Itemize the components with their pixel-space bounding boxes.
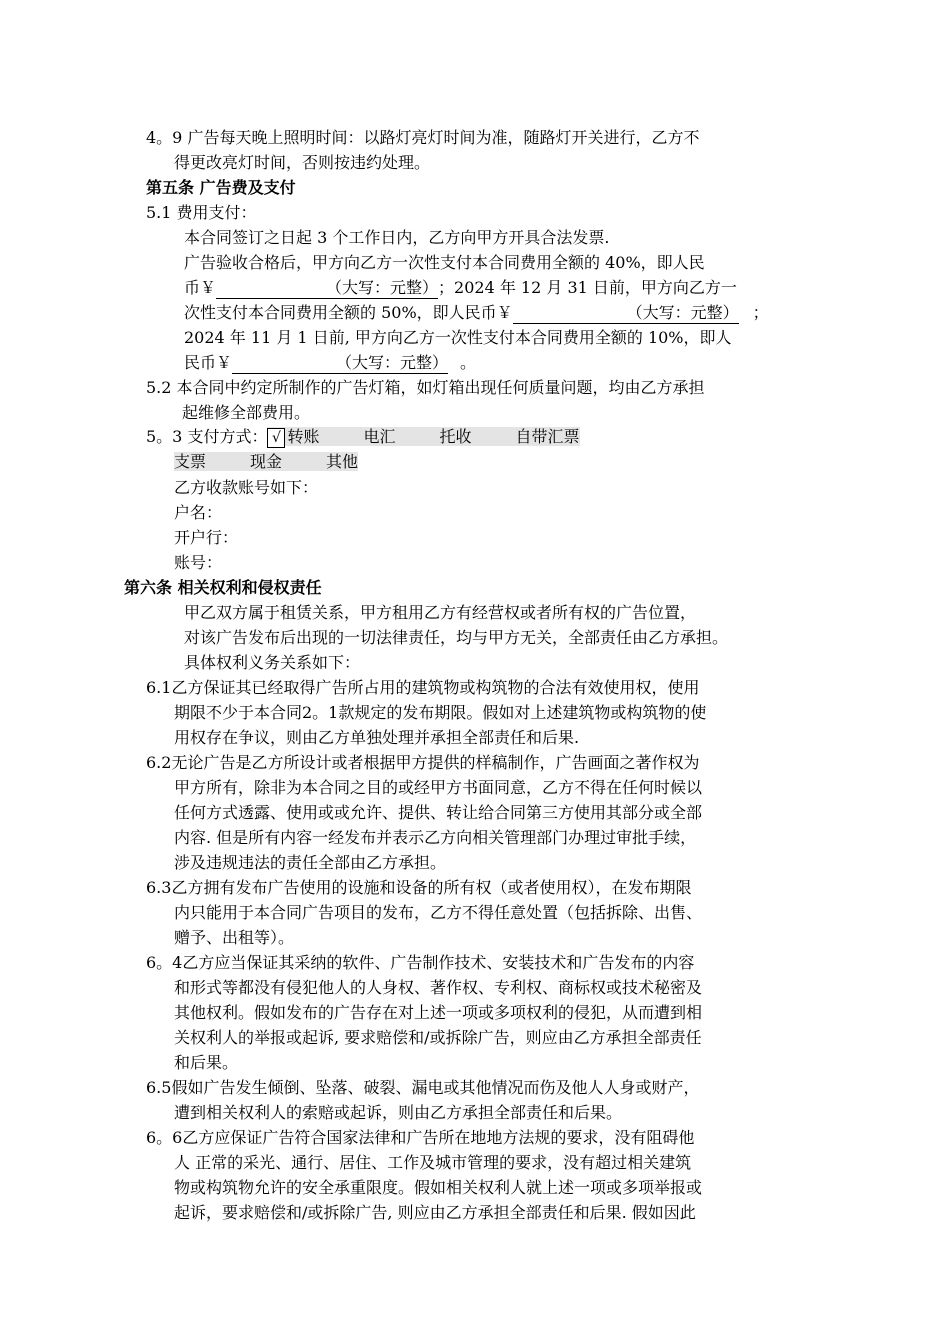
clause-6-2-line4: 内容. 但是所有内容一经发布并表示乙方向相关管理部门办理过审批手续， [174,828,697,847]
clause-6-2-line2: 甲方所有，除非为本合同之目的或经甲方书面同意，乙方不得在任何时候以 [174,778,703,797]
clause-6-4-line2: 和形式等都没有侵犯他人的人身权、著作权、专利权、商标权或技术秘密及 [174,978,703,997]
article-6-intro-line1: 甲乙双方属于租赁关系，甲方租用乙方有经营权或者所有权的广告位置， [184,603,697,622]
account-bank-field: 开户行： [174,528,239,547]
clause-4-9-line1: 4。9 广告每天晚上照明时间：以路灯亮灯时间为准，随路灯开关进行，乙方不 [146,128,700,147]
clause-5-3-row1 [146,425,580,449]
currency-prefix: 民币￥ [184,353,233,372]
clause-6-6-line2: 人 正常的采光、通行、居住、工作及城市管理的要求，没有超过相关建筑 [174,1153,692,1172]
clause-6-4-line3: 其他权利。假如发布的广告存在对上述一项或多项权利的侵犯，从而遭到相 [174,1003,703,1022]
clause-6-4-line4: 关权利人的举报或起诉, 要求赔偿和/或拆除广告，则应由乙方承担全部责任 [174,1028,702,1047]
clause-5-1-line4-head: 次性支付本合同费用全额的 50%，即人民币￥ [184,303,513,322]
payment-options-row1 [267,427,579,446]
clause-5-1-line4-tail: ； [752,303,769,322]
clause-6-6-line1: 6。6乙方应保证广告符合国家法律和广告所在地地方法规的要求，没有阻碍他 [146,1128,695,1147]
clause-6-4-line1: 6。4乙方应当保证其采纳的软件、广告制作技术、安装技术和广告发布的内容 [146,953,695,972]
article-5-title: 第五条 广告费及支付 [146,178,296,197]
clause-5-2-line2: 起维修全部费用。 [182,403,311,422]
payment-option-check[interactable]: 支票 [174,452,207,471]
amount-words: （大写：元整） [326,278,439,297]
clause-5-1-line3-tail: ；2024 年 12 月 31 日前，甲方向乙方一 [438,278,737,297]
account-number-field: 账号： [174,553,223,572]
clause-6-6-line4: 起诉，要求赔偿和/或拆除广告, 则应由乙方承担全部责任和后果. 假如因此 [174,1203,696,1222]
payment-option-cash[interactable]: 现金 [250,452,283,471]
clause-6-2-line5: 涉及违规违法的责任全部由乙方承担。 [174,853,447,872]
clause-6-2-line3: 任何方式透露、使用或或允许、提供、转让给合同第三方使用其部分或全部 [174,803,703,822]
payment-option-other[interactable]: 其他 [326,452,359,471]
amount-words: （大写：元整） [626,303,739,322]
clause-6-2-line1: 6.2无论广告是乙方所设计或者根据甲方提供的样稿制作，广告画面之著作权为 [146,753,700,772]
clause-5-1-line3 [184,276,737,300]
amount-blank-10[interactable] [232,353,448,374]
clause-5-1-label: 5.1 费用支付： [146,203,257,222]
article-6-title: 第六条 相关权利和侵权责任 [124,578,322,597]
clause-6-6-line3: 物或构筑物允许的安全承重限度。假如相关权利人就上述一项或多项举报或 [174,1178,703,1197]
article-6-intro-line2: 对该广告发布后出现的一切法律责任，均与甲方无关，全部责任由乙方承担。 [184,628,729,647]
currency-prefix: 币￥ [184,278,217,297]
payment-option-collection[interactable]: 托收 [439,427,472,446]
payment-option-draft[interactable]: 自带汇票 [515,427,580,446]
clause-6-5-line2: 遭到相关权利人的索赔或起诉，则由乙方承担全部责任和后果。 [174,1103,623,1122]
clause-5-1-line1: 本合同签订之日起 3 个工作日内，乙方向甲方开具合法发票. [184,228,610,247]
clause-4-9-line2: 得更改亮灯时间，否则按违约处理。 [174,153,431,172]
clause-6-1-line3: 用权存在争议，则由乙方单独处理并承担全部责任和后果. [174,728,580,747]
clause-6-3-line3: 赠予、出租等）。 [174,928,295,947]
article-6-intro-line3: 具体权利义务关系如下： [184,653,361,672]
payment-option-transfer[interactable]: 转账 [287,427,320,446]
clause-5-1-line5: 2024 年 11 月 1 日前, 甲方向乙方一次性支付本合同费用全额的 10%，即人 [184,328,732,347]
account-name-field: 户名： [174,503,223,522]
clause-5-1-line6-tail: 。 [460,353,477,372]
payment-option-wire[interactable]: 电汇 [363,427,396,446]
clause-5-1-line2: 广告验收合格后，甲方向乙方一次性支付本合同费用全额的 40%，即人民 [184,253,705,272]
clause-5-1-line6 [184,351,476,375]
amount-words: （大写：元整） [336,353,449,372]
clause-5-1-line4 [184,301,769,325]
clause-6-5-line1: 6.5假如广告发生倾倒、坠落、破裂、漏电或其他情况而伤及他人人身或财产， [146,1078,700,1097]
clause-5-3-label: 5。3 支付方式： [146,427,268,446]
clause-6-3-line1: 6.3乙方拥有发布广告使用的设施和设备的所有权（或者使用权），在发布期限 [146,878,692,897]
amount-blank-50[interactable] [513,303,739,324]
payment-options-row2 [174,452,358,471]
checkbox-checked-icon[interactable]: √ [267,428,285,448]
clause-6-3-line2: 内只能用于本合同广告项目的发布，乙方不得任意处置（包括拆除、出售、 [174,903,703,922]
clause-6-1-line2: 期限不少于本合同2。1款规定的发布期限。假如对上述建筑物或构筑物的使 [174,703,707,722]
account-intro: 乙方收款账号如下： [174,478,319,497]
clause-5-2-line1: 5.2 本合同中约定所制作的广告灯箱，如灯箱出现任何质量问题，均由乙方承担 [146,378,705,397]
clause-6-1-line1: 6.1乙方保证其已经取得广告所占用的建筑物或构筑物的合法有效使用权，使用 [146,678,700,697]
clause-5-3-row2 [174,450,358,474]
clause-6-4-line5: 和后果。 [174,1053,239,1072]
amount-blank-40[interactable] [216,278,438,299]
